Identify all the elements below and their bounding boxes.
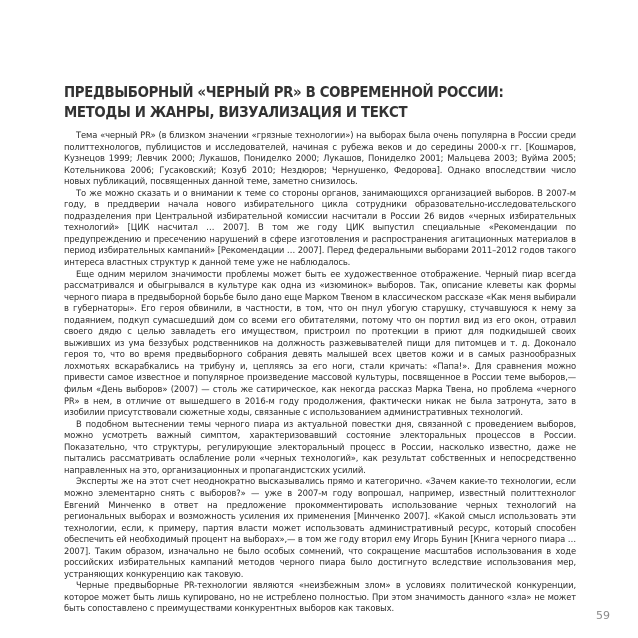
paragraph: В подобном вытеснении темы черного пиара из актуальной повестки дня, связанной с проведением выборов, можно усмотреть важный симптом, характеризовавший состояние электоральных процессов в России. Показательно, что структуры, регулирующие электоральный процесс в России, насколько известно, даже не пытались рассматривать ослабление роли «черных технологий», как результат собственных и непосредственно направленных на это, организационных и пропагандистских усилий. [64,418,576,475]
page-number: 59 [596,609,610,622]
article-title [64,82,511,122]
title-line-2: МЕТОДЫ И ЖАНРЫ, ВИЗУАЛИЗАЦИЯ И ТЕКСТ [64,103,408,121]
article-body [64,130,576,615]
paragraph: То же можно сказать и о внимании к теме со стороны органов, занимающихся организацией выборов. В 2007-м году, в преддверии начала нового избирательного цикла сотрудники образовательно-исследовательского подразделения при Центральной избирательной комиссии насчитали в России 26 видов «черных избирательных технологий» [ЦИК насчитал … 2007]. В том же году ЦИК выпустил специальные «Рекомендации по предупреждению и пресечению нарушений в сфере изготовления и распространения агитационных материалов в период избирательных кампаний» [Рекомендации … 2007]. Перед федеральными выборами 2011–2012 годов такого интереса властных структур к данной теме уже не наблюдалось. [64,187,576,268]
title-line-1: ПРЕДВЫБОРНЫЙ «ЧЕРНЫЙ PR» В СОВРЕМЕННОЙ РОССИИ: [64,83,504,101]
paragraph: Эксперты же на этот счет неоднократно высказывались прямо и категорично. «Зачем какие-то технологии, если можно элементарно снять с выборов?» — уже в 2007-м году вопрошал, например, известный политтехнолог Евгений Минченко в ответ на предложение прокомментировать использование черных технологий на региональных выборах и возможность усиления их применения [Минченко 2007]. «Какой смысл использовать эти технологии, если, к примеру, партия власти может использовать административный ресурс, который способен обеспечить ей необходимый процент на выборах»,— в том же году вторил ему Игорь Бунин [Книга черного пиара … 2007]. Таким образом, изначально не было особых сомнений, что сокращение масштабов использования в ходе российских избирательных кампаний методов черного пиара было достигнуто вследствие использования мер, устраняющих конкуренцию как таковую. [64,476,576,579]
paragraph: Еще одним мерилом значимости проблемы может быть ее художественное отображение. Черный пиар всегда рассматривался и обыгрывался в культуре как одна из «изюминок» выборов. Так, описание клеветы как формы черного пиара в предвыборной борьбе было дано еще Марком Твеном в классическом рассказе «Как меня выбирали в губернаторы». Его героя обвинили, в частности, в том, что он пнул убогую старушку, стучавшуюся к нему за подаянием, подкуп сумасшедший дом со всеми его обитателями, потому что он портил вид из его окон, отравил своего дядю с целью завладеть его имуществом, пристроил по протекции в приют для подкидышей своих выживших из ума беззубых родственников на должность разжевывателей пищи для питомцев и т. д. Доконало героя то, что во время предвыборного собрания девять малышей всех цветов кожи и в самых разнообразных лохмотьях вскарабкались на трибуну и, цепляясь за его ноги, стали кричать: «Папа!». Для сравнения можно привести самое известное и популярное произведение массовой культуры, посвященное в России теме выборов,— фильм «День выборов» (2007) — столь же сатирическое, как некогда рассказ Марка Твена, но проблема «черного PR» в нем, в отличие от вышедшего в 2016-м году продолжения, фактически никак не была затронута, зато в изобилии присутствовали сюжетные ходы, связанные с использованием административных технологий. [64,268,576,418]
paragraph: Черные предвыборные PR-технологии являются «неизбежным злом» в условиях политической конкуренции, которое может быть лишь купировано, но не истреблено полностью. При этом значимость данного «зла» не может быть сопоставлено с преимуществами конкурентных выборов как таковых. [64,580,576,614]
paragraph: Тема «черный PR» (в близком значении «грязные технологии») на выборах была очень популярна в России среди политтехнологов, публицистов и исследователей, начиная с рубежа веков и до середины 2000-х гг. [Кошмаров, Кузнецов 1999; Левчик 2000; Лукашов, Пониделко 2000; Лукашов, Пониделко 2001; Мальцева 2003; Вуйма 2005; Котельникова 2006; Гусаковский; Козуб 2010; Нездюров; Чернушенко, Федорова]. Однако впоследствии число новых публикаций, посвященных данной теме, заметно снизилось. [64,130,576,187]
